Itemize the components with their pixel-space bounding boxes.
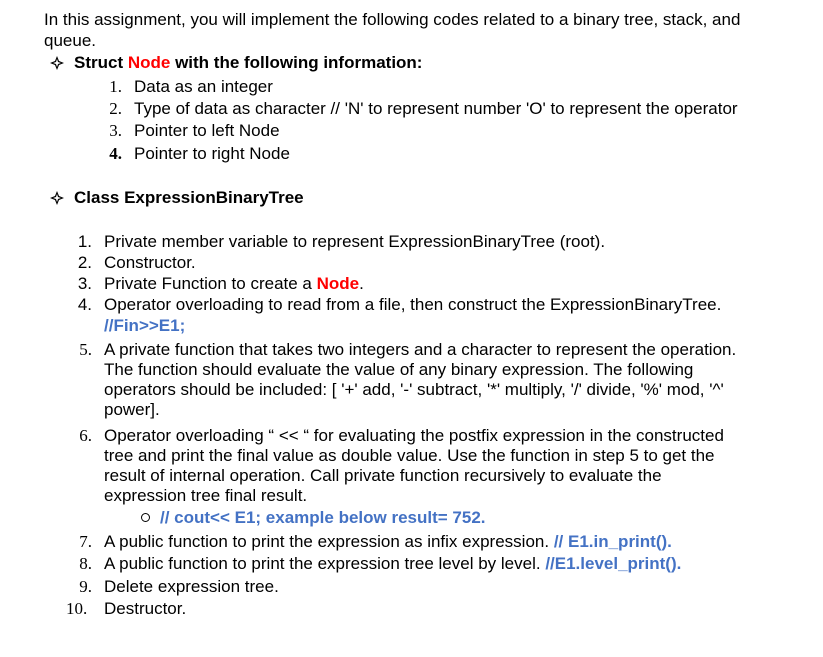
diamond-bullet-icon: [50, 56, 64, 70]
struct-item-num: 2.: [109, 99, 122, 118]
struct-heading-node: Node: [127, 53, 171, 72]
class-item-num: 9.: [79, 577, 92, 596]
class-item-num: 4.: [77, 295, 92, 314]
class-item-4-code: //Fin>>E1;: [104, 316, 186, 335]
class-item-num: 6.: [79, 426, 92, 445]
struct-heading-prefix: Struct: [74, 53, 128, 72]
class-item-5-line: The function should evaluate the value of any binary expression. The following: [104, 360, 694, 379]
class-item-text: [104, 554, 681, 574]
struct-heading-suffix: with the following information:: [170, 53, 423, 72]
class-item-8-text: A public function to print the expression tree level by level.: [104, 554, 546, 573]
class-item-text: Constructor.: [104, 253, 196, 272]
class-item-7-code: // E1.in_print().: [553, 532, 672, 551]
struct-item-text: Data as an integer: [134, 77, 273, 96]
class-item-6-line: result of internal operation. Call private function recursively to evaluate the: [104, 466, 662, 485]
diamond-bullet-icon: [50, 191, 64, 205]
intro-line-1: In this assignment, you will implement the following codes related to a binary tree, stack, and: [44, 10, 741, 29]
struct-item-num: 4.: [109, 144, 122, 163]
class-item-num: 7.: [79, 532, 92, 551]
class-item-6-line: tree and print the final value as double value. Use the function in step 5 to get the: [104, 446, 715, 465]
class-item-text: [104, 274, 364, 294]
class-item-text: Operator overloading to read from a file, then construct the ExpressionBinaryTree.: [104, 295, 722, 314]
class-item-8-code: //E1.level_print().: [545, 554, 682, 573]
class-item-5-line: power].: [104, 400, 160, 419]
class-item-6-sub: // cout<< E1; example below result= 752.: [160, 508, 486, 527]
circle-bullet-icon: [141, 513, 150, 522]
class-item-3-node: Node: [316, 274, 360, 293]
class-heading: Class ExpressionBinaryTree: [74, 188, 304, 207]
class-item-text: [104, 532, 672, 552]
class-item-6-line: Operator overloading “ << “ for evaluating the postfix expression in the constructed: [104, 426, 724, 445]
intro-line-2: queue.: [44, 31, 96, 50]
class-item-3-prefix: Private Function to create a: [104, 274, 317, 293]
class-item-text: Private member variable to represent ExpressionBinaryTree (root).: [104, 232, 606, 251]
class-item-6-line: expression tree final result.: [104, 486, 308, 505]
class-item-3-suffix: .: [359, 274, 364, 293]
class-item-5-line: operators should be included: [ '+' add, '-' subtract, '*' multiply, '/' divide, '%' mod, '^': [104, 380, 724, 399]
class-item-text: Destructor.: [104, 599, 187, 618]
struct-item-text: Pointer to left Node: [134, 121, 280, 140]
class-item-num: 3.: [77, 274, 92, 293]
class-item-num: 5.: [79, 340, 92, 359]
class-item-num: 2.: [77, 253, 92, 272]
struct-item-text: Pointer to right Node: [134, 144, 290, 163]
struct-item-text: Type of data as character // 'N' to represent number 'O' to represent the operator: [134, 99, 738, 118]
class-item-5-line: A private function that takes two integers and a character to represent the operation.: [104, 340, 737, 359]
class-item-num: 1.: [77, 232, 92, 251]
class-item-num: 10.: [66, 599, 88, 618]
struct-item-num: 3.: [109, 121, 122, 140]
class-item-num: 8.: [79, 554, 92, 573]
struct-item-num: 1.: [109, 77, 122, 96]
struct-heading: [74, 53, 422, 73]
class-item-7-text: A public function to print the expression as infix expression.: [104, 532, 554, 551]
class-item-text: Delete expression tree.: [104, 577, 279, 596]
